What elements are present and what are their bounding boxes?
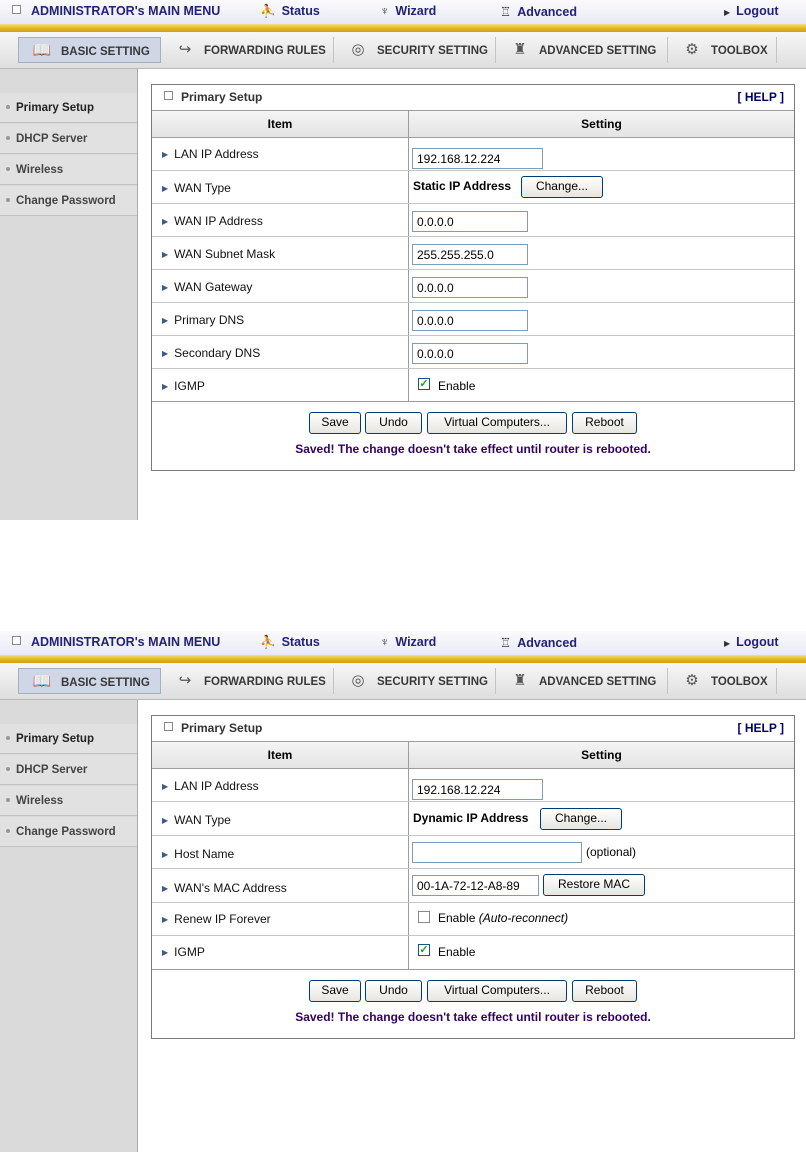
triangle-right-icon: ▶ bbox=[162, 884, 169, 893]
sidebar-item-wireless[interactable]: Wireless bbox=[0, 786, 137, 816]
table-row bbox=[152, 171, 794, 204]
tab-security-setting[interactable]: ◎ SECURITY SETTING bbox=[335, 37, 496, 63]
igmp-checkbox[interactable] bbox=[418, 378, 430, 390]
toolbox-icon: ⚙ bbox=[685, 41, 699, 58]
wan-mac-address-input[interactable] bbox=[412, 875, 539, 896]
book-icon: 📖 bbox=[32, 42, 52, 59]
status-message: Saved! The change doesn't take effect until router is rebooted. bbox=[295, 1010, 651, 1024]
status-icon: ⛹ bbox=[260, 635, 276, 649]
help-link[interactable]: [ HELP ] bbox=[737, 721, 784, 735]
table-row bbox=[152, 903, 794, 936]
advanced-setting-icon: ♜ bbox=[513, 41, 527, 58]
bullet-icon bbox=[6, 798, 10, 802]
triangle-right-icon: ▶ bbox=[162, 184, 169, 193]
host-name-optional-note: (optional) bbox=[586, 845, 637, 859]
sidebar bbox=[0, 700, 138, 1152]
host-name-input[interactable] bbox=[412, 842, 582, 863]
restore-mac-button[interactable]: Restore MAC bbox=[543, 874, 645, 896]
table-row bbox=[152, 237, 794, 270]
square-icon bbox=[12, 5, 21, 14]
triangle-right-icon: ▶ bbox=[162, 915, 169, 924]
admin-main-menu-link[interactable]: ADMINISTRATOR's MAIN MENU bbox=[12, 4, 220, 18]
square-icon bbox=[12, 636, 21, 645]
table-row bbox=[152, 303, 794, 336]
wizard-icon: ♆ bbox=[380, 4, 390, 18]
renew-ip-enable-label: Enable (Auto-reconnect) bbox=[438, 911, 569, 925]
tab-advanced-setting[interactable]: ♜ ADVANCED SETTING bbox=[497, 37, 668, 63]
wan-gateway-input[interactable] bbox=[412, 277, 528, 298]
gold-divider bbox=[0, 655, 806, 663]
advanced-link[interactable]: ♖ Advanced bbox=[500, 636, 577, 650]
table-row bbox=[152, 270, 794, 303]
security-icon: ◎ bbox=[351, 41, 365, 58]
arrow-right-icon: ▶ bbox=[724, 8, 731, 17]
triangle-right-icon: ▶ bbox=[162, 349, 169, 358]
bullet-icon bbox=[6, 105, 10, 109]
reboot-button[interactable]: Reboot bbox=[572, 980, 637, 1002]
triangle-right-icon: ▶ bbox=[162, 283, 169, 292]
square-icon bbox=[164, 722, 173, 731]
wan-ip-input[interactable] bbox=[412, 211, 528, 232]
row-label: ▶ WAN's MAC Address bbox=[162, 881, 287, 895]
lan-ip-input[interactable] bbox=[412, 779, 543, 800]
triangle-right-icon: ▶ bbox=[162, 816, 169, 825]
primary-dns-input[interactable] bbox=[412, 310, 528, 331]
sidebar-item-wireless[interactable]: Wireless bbox=[0, 155, 137, 185]
igmp-enable-label: Enable bbox=[438, 945, 476, 959]
panel-title-bar bbox=[152, 716, 794, 742]
column-header-setting: Setting bbox=[581, 117, 622, 131]
sidebar-item-dhcp-server[interactable]: DHCP Server bbox=[0, 755, 137, 785]
table-row bbox=[152, 936, 794, 970]
wan-type-value: Dynamic IP Address bbox=[413, 811, 529, 825]
row-label: ▶ WAN Type bbox=[162, 813, 231, 827]
row-label: ▶ Primary DNS bbox=[162, 313, 245, 327]
wan-type-value: Static IP Address bbox=[413, 179, 512, 193]
panel-title: Primary Setup bbox=[164, 90, 262, 104]
virtual-computers-button[interactable]: Virtual Computers... bbox=[427, 412, 567, 434]
table-row bbox=[152, 138, 794, 171]
row-label: ▶ WAN Subnet Mask bbox=[162, 247, 276, 261]
table-row bbox=[152, 369, 794, 402]
sidebar-item-change-password[interactable]: Change Password bbox=[0, 817, 137, 847]
status-link[interactable]: ⛹ Status bbox=[260, 4, 320, 18]
arrow-right-icon: ▶ bbox=[724, 639, 731, 648]
status-message: Saved! The change doesn't take effect until router is rebooted. bbox=[295, 442, 651, 456]
sidebar-item-dhcp-server[interactable]: DHCP Server bbox=[0, 124, 137, 154]
row-label: ▶ IGMP bbox=[162, 379, 205, 393]
auto-reconnect-note: (Auto-reconnect) bbox=[478, 911, 569, 925]
status-icon: ⛹ bbox=[260, 4, 276, 18]
bullet-icon bbox=[6, 136, 10, 140]
bullet-icon bbox=[6, 829, 10, 833]
bullet-icon bbox=[6, 736, 10, 740]
triangle-right-icon: ▶ bbox=[162, 948, 169, 957]
sidebar-item-primary-setup[interactable]: Primary Setup bbox=[0, 724, 137, 754]
gold-divider bbox=[0, 24, 806, 32]
triangle-right-icon: ▶ bbox=[162, 382, 169, 391]
table-header bbox=[152, 742, 794, 769]
save-button[interactable]: Save bbox=[309, 980, 361, 1002]
status-link[interactable]: ⛹ Status bbox=[260, 635, 320, 649]
table-row bbox=[152, 769, 794, 802]
undo-button[interactable]: Undo bbox=[365, 412, 422, 434]
row-label: ▶ WAN Gateway bbox=[162, 280, 253, 294]
bullet-icon bbox=[6, 767, 10, 771]
tab-toolbox[interactable]: ⚙ TOOLBOX bbox=[669, 668, 777, 694]
tab-forwarding-rules[interactable]: ↪ FORWARDING RULES bbox=[162, 668, 334, 694]
wizard-link[interactable]: ♆ Wizard bbox=[380, 635, 437, 649]
table-row bbox=[152, 802, 794, 836]
top-menu-bar bbox=[0, 0, 806, 24]
advanced-setting-icon: ♜ bbox=[513, 672, 527, 689]
row-label: ▶ LAN IP Address bbox=[162, 779, 259, 793]
row-label: ▶ Secondary DNS bbox=[162, 346, 261, 360]
save-button[interactable]: Save bbox=[309, 412, 361, 434]
row-label: ▶ IGMP bbox=[162, 945, 205, 959]
check-icon: ✓ bbox=[419, 944, 429, 956]
primary-setup-panel bbox=[151, 715, 795, 1039]
reboot-button[interactable]: Reboot bbox=[572, 412, 637, 434]
bullet-icon bbox=[6, 167, 10, 171]
change-wan-type-button[interactable]: Change... bbox=[540, 808, 622, 830]
advanced-icon: ♖ bbox=[500, 636, 512, 650]
panel-title-bar bbox=[152, 85, 794, 111]
logout-link[interactable]: ▶ Logout bbox=[724, 635, 779, 649]
tab-bar bbox=[0, 32, 806, 69]
sidebar-item-primary-setup[interactable]: Primary Setup bbox=[0, 93, 137, 123]
row-label: ▶ Renew IP Forever bbox=[162, 912, 271, 926]
triangle-right-icon: ▶ bbox=[162, 217, 169, 226]
igmp-checkbox[interactable] bbox=[418, 944, 430, 956]
tab-bar bbox=[0, 663, 806, 700]
toolbox-icon: ⚙ bbox=[685, 672, 699, 689]
wan-subnet-mask-input[interactable] bbox=[412, 244, 528, 265]
triangle-right-icon: ▶ bbox=[162, 850, 169, 859]
panel-title: Primary Setup bbox=[164, 721, 262, 735]
screenshot-static-ip bbox=[0, 0, 806, 520]
help-link[interactable]: [ HELP ] bbox=[737, 90, 784, 104]
table-row bbox=[152, 869, 794, 903]
forwarding-icon: ↪ bbox=[178, 41, 192, 58]
book-icon: 📖 bbox=[32, 673, 52, 690]
table-row bbox=[152, 204, 794, 237]
row-label: ▶ Host Name bbox=[162, 847, 235, 861]
admin-main-menu-link[interactable]: ADMINISTRATOR's MAIN MENU bbox=[12, 635, 220, 649]
renew-ip-checkbox[interactable] bbox=[418, 911, 430, 923]
secondary-dns-input[interactable] bbox=[412, 343, 528, 364]
change-wan-type-button[interactable]: Change... bbox=[521, 176, 603, 198]
check-icon: ✓ bbox=[419, 378, 429, 390]
tab-advanced-setting[interactable]: ♜ ADVANCED SETTING bbox=[497, 668, 668, 694]
advanced-icon: ♖ bbox=[500, 5, 512, 19]
table-row bbox=[152, 336, 794, 369]
tab-basic-setting[interactable]: 📖 BASIC SETTING bbox=[18, 37, 161, 63]
lan-ip-input[interactable] bbox=[412, 148, 543, 169]
bullet-icon bbox=[6, 198, 10, 202]
top-menu-bar bbox=[0, 631, 806, 655]
table-header bbox=[152, 111, 794, 138]
square-icon bbox=[164, 91, 173, 100]
triangle-right-icon: ▶ bbox=[162, 250, 169, 259]
undo-button[interactable]: Undo bbox=[365, 980, 422, 1002]
igmp-enable-label: Enable bbox=[438, 379, 476, 393]
screenshot-dynamic-ip bbox=[0, 631, 806, 1152]
triangle-right-icon: ▶ bbox=[162, 782, 169, 791]
tab-forwarding-rules[interactable]: ↪ FORWARDING RULES bbox=[162, 37, 334, 63]
security-icon: ◎ bbox=[351, 672, 365, 689]
advanced-link[interactable]: ♖ Advanced bbox=[500, 5, 577, 19]
wizard-icon: ♆ bbox=[380, 635, 390, 649]
triangle-right-icon: ▶ bbox=[162, 316, 169, 325]
tab-security-setting[interactable]: ◎ SECURITY SETTING bbox=[335, 668, 496, 694]
sidebar bbox=[0, 69, 138, 520]
tab-toolbox[interactable]: ⚙ TOOLBOX bbox=[669, 37, 777, 63]
logout-link[interactable]: ▶ Logout bbox=[724, 4, 779, 18]
virtual-computers-button[interactable]: Virtual Computers... bbox=[427, 980, 567, 1002]
triangle-right-icon: ▶ bbox=[162, 150, 169, 159]
tab-basic-setting[interactable]: 📖 BASIC SETTING bbox=[18, 668, 161, 694]
column-header-item: Item bbox=[267, 117, 293, 131]
primary-setup-panel bbox=[151, 84, 795, 471]
row-label: ▶ LAN IP Address bbox=[162, 147, 259, 161]
wizard-link[interactable]: ♆ Wizard bbox=[380, 4, 437, 18]
row-label: ▶ WAN Type bbox=[162, 181, 231, 195]
table-row bbox=[152, 836, 794, 869]
column-header-setting: Setting bbox=[581, 748, 622, 762]
forwarding-icon: ↪ bbox=[178, 672, 192, 689]
row-label: ▶ WAN IP Address bbox=[162, 214, 263, 228]
sidebar-item-change-password[interactable]: Change Password bbox=[0, 186, 137, 216]
column-header-item: Item bbox=[267, 748, 293, 762]
